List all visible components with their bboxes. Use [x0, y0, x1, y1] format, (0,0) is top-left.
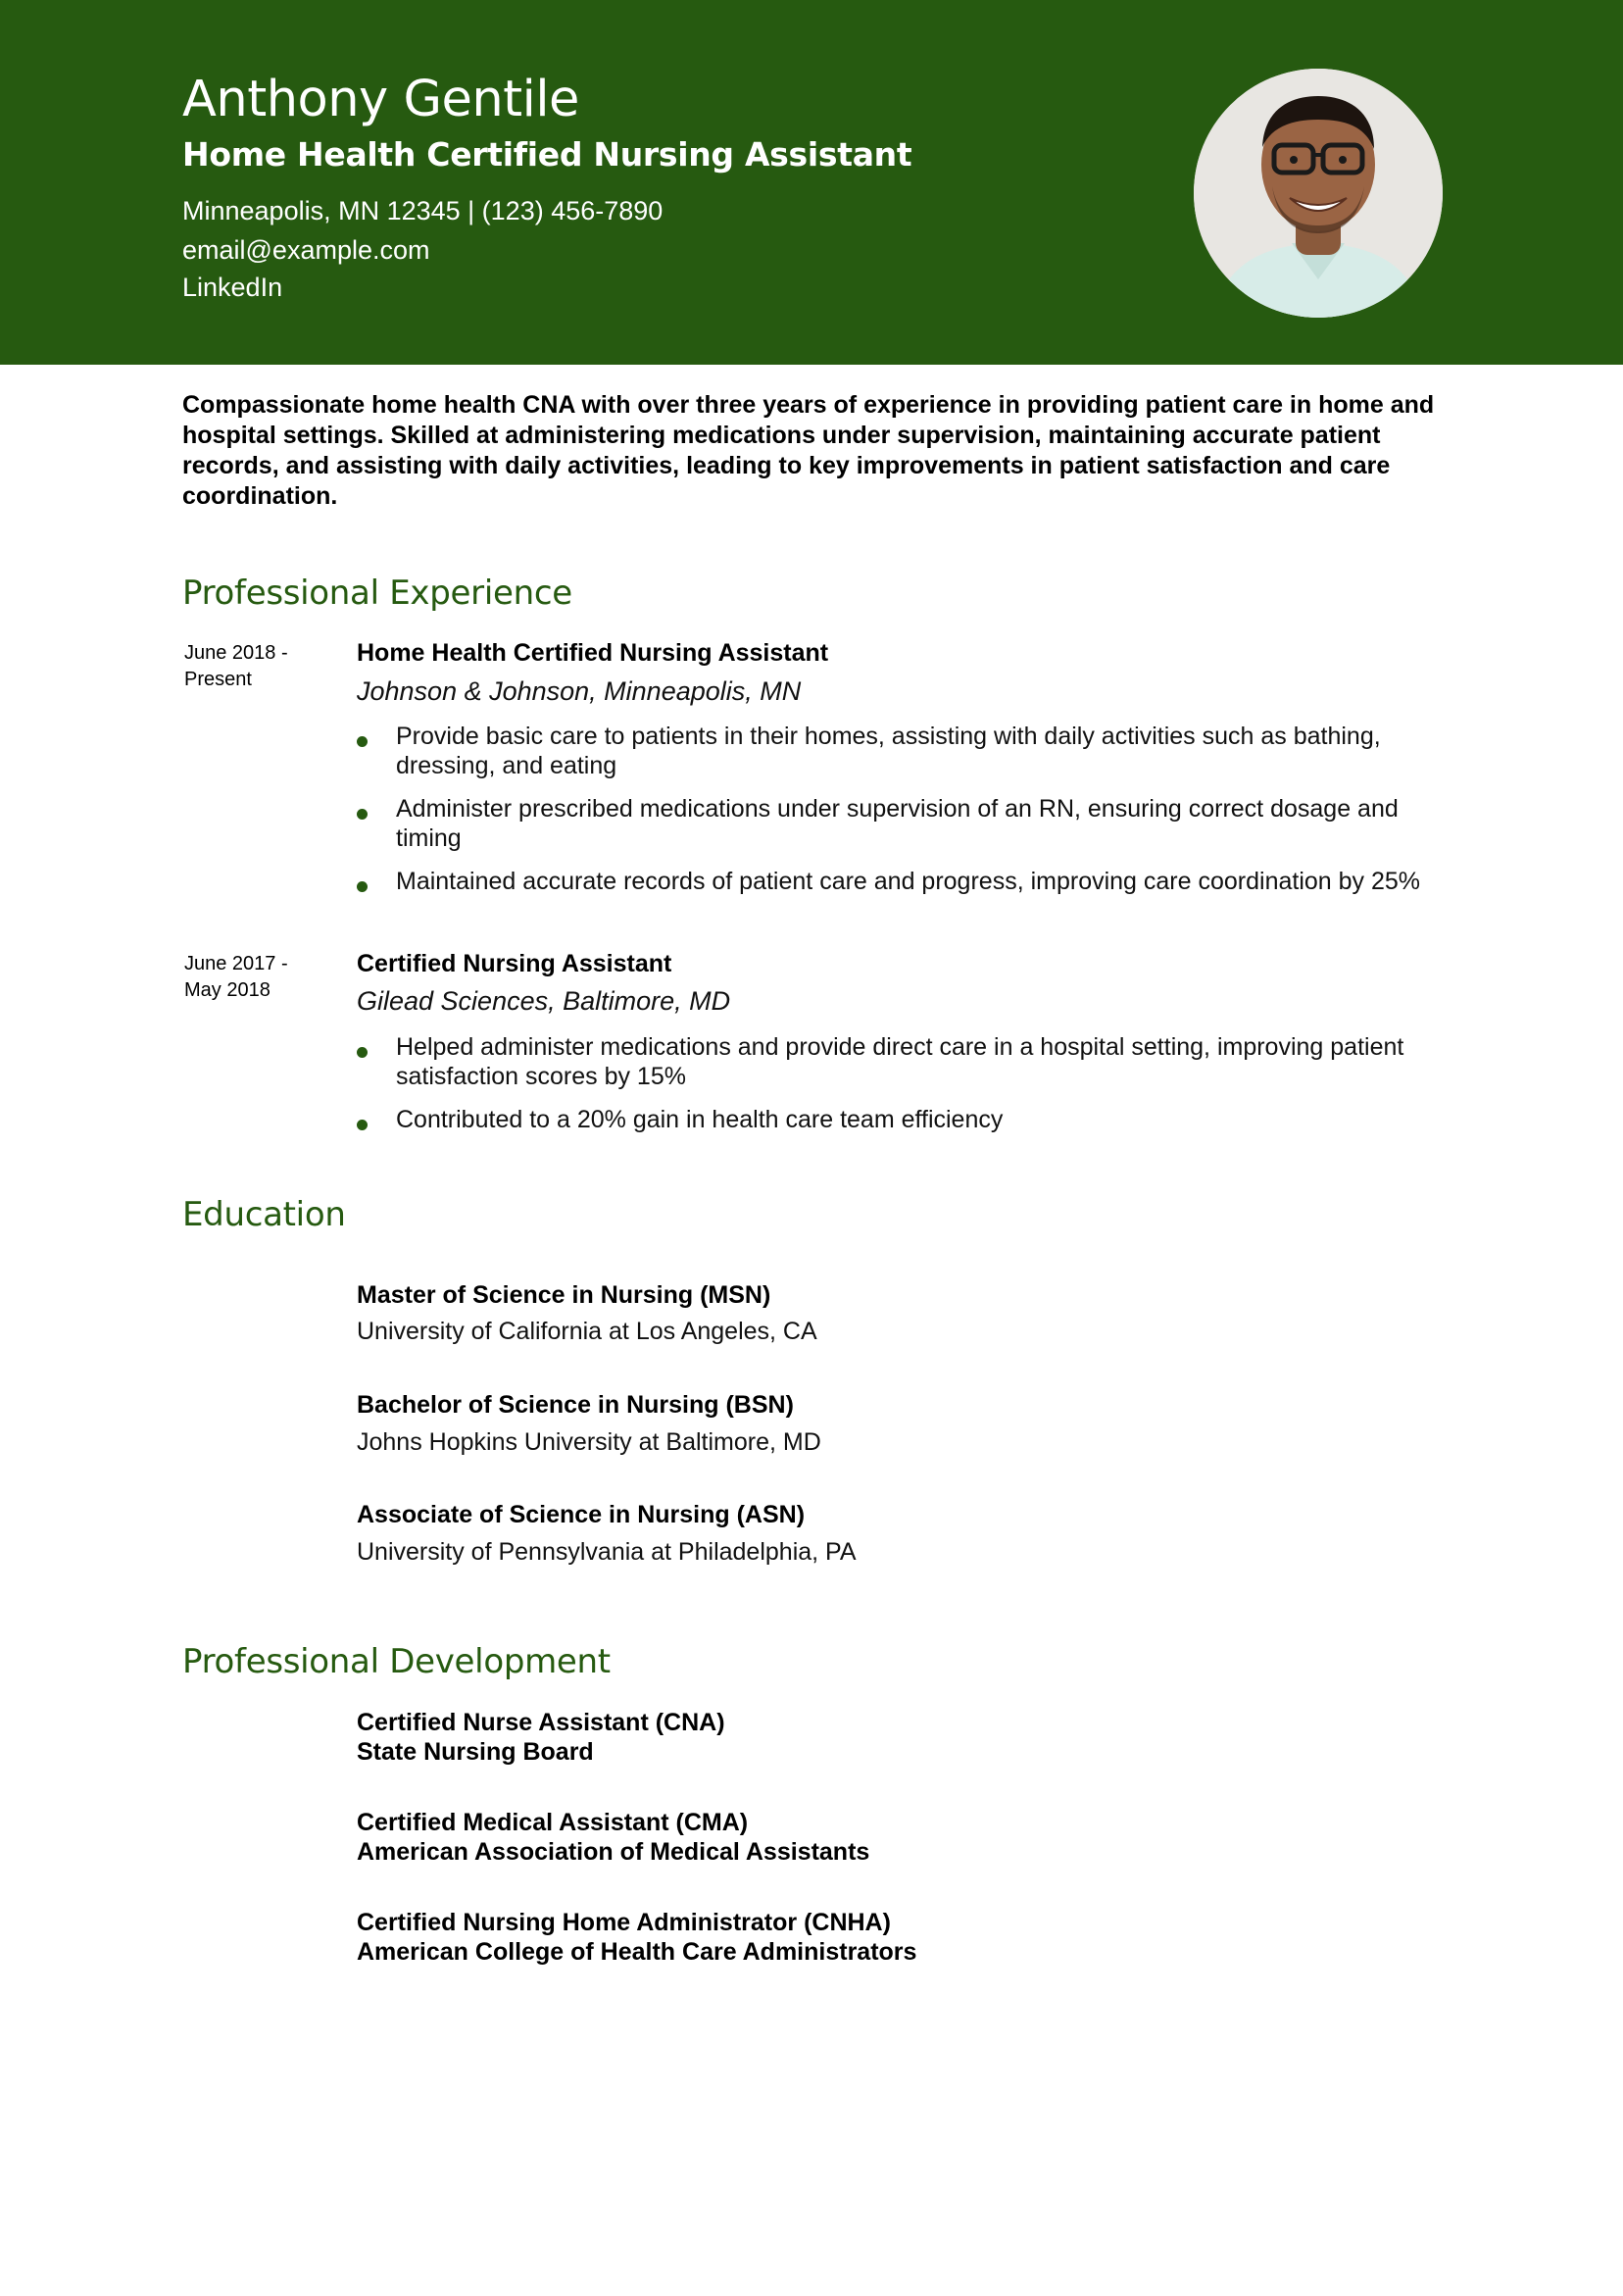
education-school: University of California at Los Angeles, CA	[357, 1318, 817, 1345]
job-bullets	[357, 722, 1454, 910]
professional-summary: Compassionate home health CNA with over three years of experience in providing patient care in home and hospital settings. Skilled at administering medications under supervision, maintaining accurate patient records, and assisting with daily activities, leading to key improvements in patient satisfaction and care coordination.	[182, 391, 1435, 510]
certification-name: Certified Nursing Home Administrator (CNHA)	[357, 1909, 891, 1936]
certification-issuer: American College of Health Care Administrators	[357, 1938, 917, 1966]
list-item	[357, 867, 1454, 896]
bullet-icon	[357, 1047, 368, 1058]
job-title: Certified Nursing Assistant	[357, 950, 672, 977]
bullet-icon	[357, 809, 368, 820]
section-title-development: Professional Development	[182, 1642, 611, 1681]
bullet-text: Helped administer medications and provide direct care in a hospital setting, improving patient satisfaction scores by 15%	[396, 1033, 1404, 1090]
job-date-start: June 2018 -	[184, 642, 288, 664]
education-school: Johns Hopkins University at Baltimore, MD	[357, 1428, 821, 1456]
job-dates	[184, 640, 312, 693]
linkedin-link[interactable]: LinkedIn	[182, 273, 283, 302]
list-item	[357, 722, 1454, 780]
certification-name: Certified Nurse Assistant (CNA)	[357, 1709, 725, 1736]
list-item	[357, 1032, 1454, 1091]
section-title-experience: Professional Experience	[182, 574, 572, 613]
certification-issuer: State Nursing Board	[357, 1738, 594, 1766]
list-item	[357, 1105, 1454, 1134]
job-company: Gilead Sciences, Baltimore, MD	[357, 986, 731, 1016]
job-title: Home Health Certified Nursing Assistant	[357, 639, 829, 667]
bullet-icon	[357, 1120, 368, 1130]
education-school: University of Pennsylvania at Philadelphia, PA	[357, 1538, 857, 1566]
profile-photo	[1194, 69, 1443, 318]
location-phone: Minneapolis, MN 12345 | (123) 456-7890	[182, 196, 664, 225]
certification-issuer: American Association of Medical Assistants	[357, 1838, 870, 1866]
bullet-icon	[357, 736, 368, 747]
certification	[357, 1708, 725, 1767]
certification-name: Certified Medical Assistant (CMA)	[357, 1809, 749, 1836]
certification	[357, 1808, 869, 1867]
certification	[357, 1908, 916, 1967]
education-degree: Master of Science in Nursing (MSN)	[357, 1281, 771, 1309]
bullet-text: Administer prescribed medications under supervision of an RN, ensuring correct dosage and timing	[396, 795, 1399, 852]
list-item	[357, 794, 1454, 853]
resume-header	[0, 0, 1623, 365]
job-date-start: June 2017 -	[184, 953, 288, 974]
job-bullets	[357, 1032, 1454, 1148]
bullet-text: Maintained accurate records of patient care and progress, improving care coordination by 25%	[396, 868, 1421, 895]
bullet-text: Contributed to a 20% gain in health care team efficiency	[396, 1106, 1004, 1133]
email-link[interactable]: email@example.com	[182, 235, 430, 265]
bullet-icon	[357, 881, 368, 892]
job-date-end: May 2018	[184, 979, 270, 1001]
job-date-end: Present	[184, 669, 252, 690]
job-dates	[184, 951, 312, 1004]
job-company: Johnson & Johnson, Minneapolis, MN	[357, 676, 802, 706]
profile-photo-illustration	[1194, 69, 1443, 318]
candidate-name: Anthony Gentile	[182, 71, 579, 128]
education-degree: Associate of Science in Nursing (ASN)	[357, 1501, 806, 1528]
education-degree: Bachelor of Science in Nursing (BSN)	[357, 1391, 794, 1419]
section-title-education: Education	[182, 1195, 346, 1234]
candidate-title: Home Health Certified Nursing Assistant	[182, 135, 912, 174]
bullet-text: Provide basic care to patients in their homes, assisting with daily activities such as bathing, dressing, and eating	[396, 723, 1381, 779]
